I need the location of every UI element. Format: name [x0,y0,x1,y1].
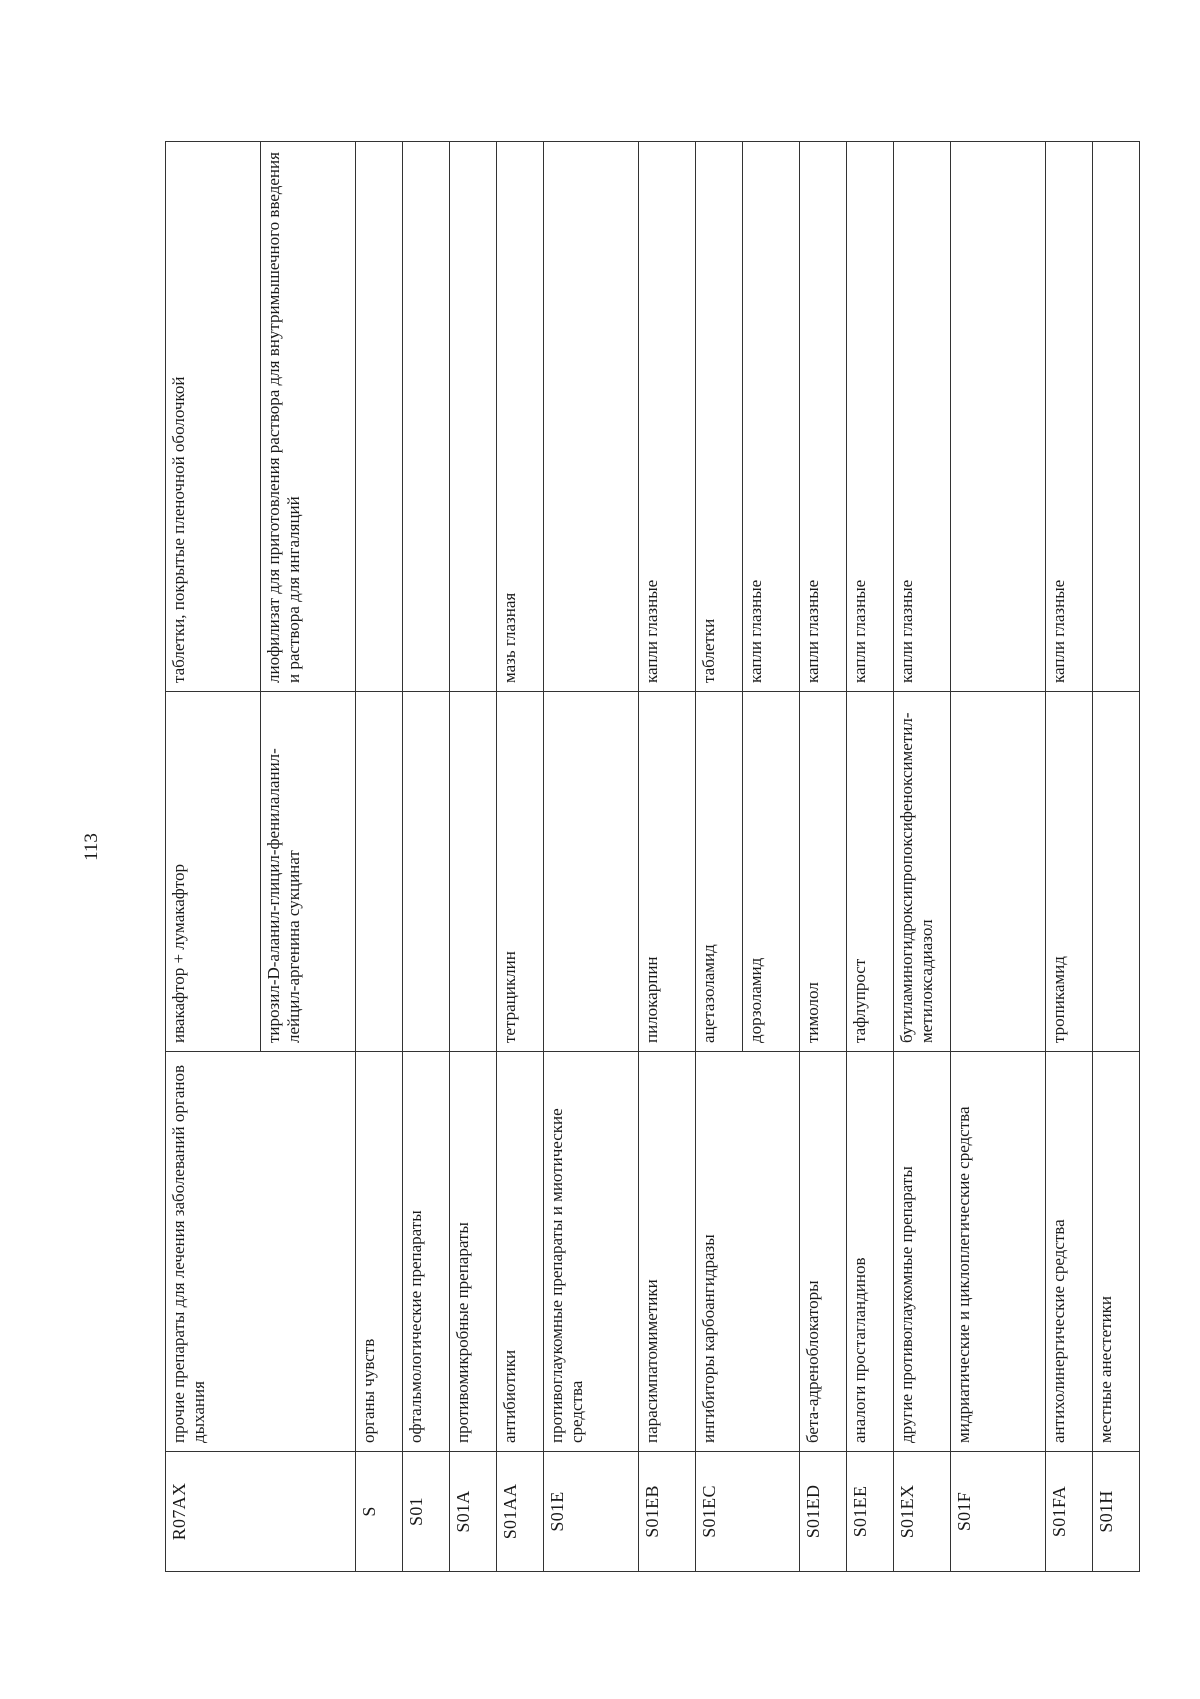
atc-code-cell: S01EE [847,1452,894,1572]
table-row [544,142,639,1572]
atc-code-cell: S01AA [497,1452,544,1572]
drug-cell: тирозил-D-аланил-глицил-фенилаланил-лейцил-аргенина сукцинат [261,692,356,1052]
table-row [1046,142,1093,1572]
group-cell: аналоги простагландинов [847,1052,894,1452]
atc-code-cell: R07AX [166,1452,356,1572]
group-cell: парасимпатомиметики [639,1052,696,1452]
form-cell: капли глазные [894,142,951,692]
table-row [847,142,894,1572]
form-cell [450,142,497,692]
form-cell: таблетки [696,142,743,692]
drug-cell: ацетазоламид [696,692,743,1052]
table-row [639,142,696,1572]
table-row [403,142,450,1572]
group-cell: другие противоглаукомные препараты [894,1052,951,1452]
drug-cell [450,692,497,1052]
group-cell: мидриатические и циклоплегические средства [951,1052,1046,1452]
table-row [1093,142,1140,1572]
form-cell: мазь глазная [497,142,544,692]
group-cell: бета-адреноблокаторы [800,1052,847,1452]
drug-cell: тетрациклин [497,692,544,1052]
atc-code-cell: S01EB [639,1452,696,1572]
form-cell [544,142,639,692]
table-row [800,142,847,1572]
atc-code-cell: S [356,1452,403,1572]
table-row [696,142,743,1572]
drug-cell: ивакафтор + лумакафтор [166,692,261,1052]
table-row [166,142,261,1572]
atc-code-cell: S01ED [800,1452,847,1572]
drug-cell [1093,692,1140,1052]
form-cell [1093,142,1140,692]
atc-code-cell: S01F [951,1452,1046,1572]
group-cell: ингибиторы карбоангидразы [696,1052,800,1452]
group-cell: местные анестетики [1093,1052,1140,1452]
drug-cell [403,692,450,1052]
drug-cell: дорзоламид [743,692,800,1052]
atc-code-cell: S01A [450,1452,497,1572]
form-cell: капли глазные [847,142,894,692]
group-cell: противоглаукомные препараты и миотические средства [544,1052,639,1452]
atc-code-cell: S01 [403,1452,450,1572]
form-cell: капли глазные [743,142,800,692]
form-cell: капли глазные [800,142,847,692]
form-cell [356,142,403,692]
table-row [497,142,544,1572]
drug-cell [544,692,639,1052]
group-cell: антихолинергические средства [1046,1052,1093,1452]
atc-code-cell: S01EC [696,1452,800,1572]
table-row [450,142,497,1572]
drug-cell: тафлупрост [847,692,894,1052]
drug-classification-table [165,141,1140,1572]
atc-code-cell: S01FA [1046,1452,1093,1572]
form-cell: капли глазные [639,142,696,692]
form-cell: таблетки, покрытые пленочной оболочкой [166,142,261,692]
table-row [951,142,1046,1572]
group-cell: антибиотики [497,1052,544,1452]
group-cell: офтальмологические препараты [403,1052,450,1452]
drug-cell: тропикамид [1046,692,1093,1052]
drug-cell: пилокарпин [639,692,696,1052]
page-number: 113 [81,833,102,861]
drug-cell: тимолол [800,692,847,1052]
table-row [894,142,951,1572]
atc-code-cell: S01H [1093,1452,1140,1572]
form-cell: капли глазные [1046,142,1093,692]
atc-code-cell: S01E [544,1452,639,1572]
group-cell: противомикробные препараты [450,1052,497,1452]
drug-cell [356,692,403,1052]
atc-code-cell: S01EX [894,1452,951,1572]
form-cell [403,142,450,692]
group-cell: прочие препараты для лечения заболеваний органов дыхания [166,1052,356,1452]
table-row [356,142,403,1572]
form-cell [951,142,1046,692]
drug-cell: бутиламиногидроксипропоксифеноксиметил-метилоксадиазол [894,692,951,1052]
form-cell: лиофилизат для приготовления раствора для внутримышечного введения и раствора для ингаляций [261,142,356,692]
group-cell: органы чувств [356,1052,403,1452]
drug-cell [951,692,1046,1052]
